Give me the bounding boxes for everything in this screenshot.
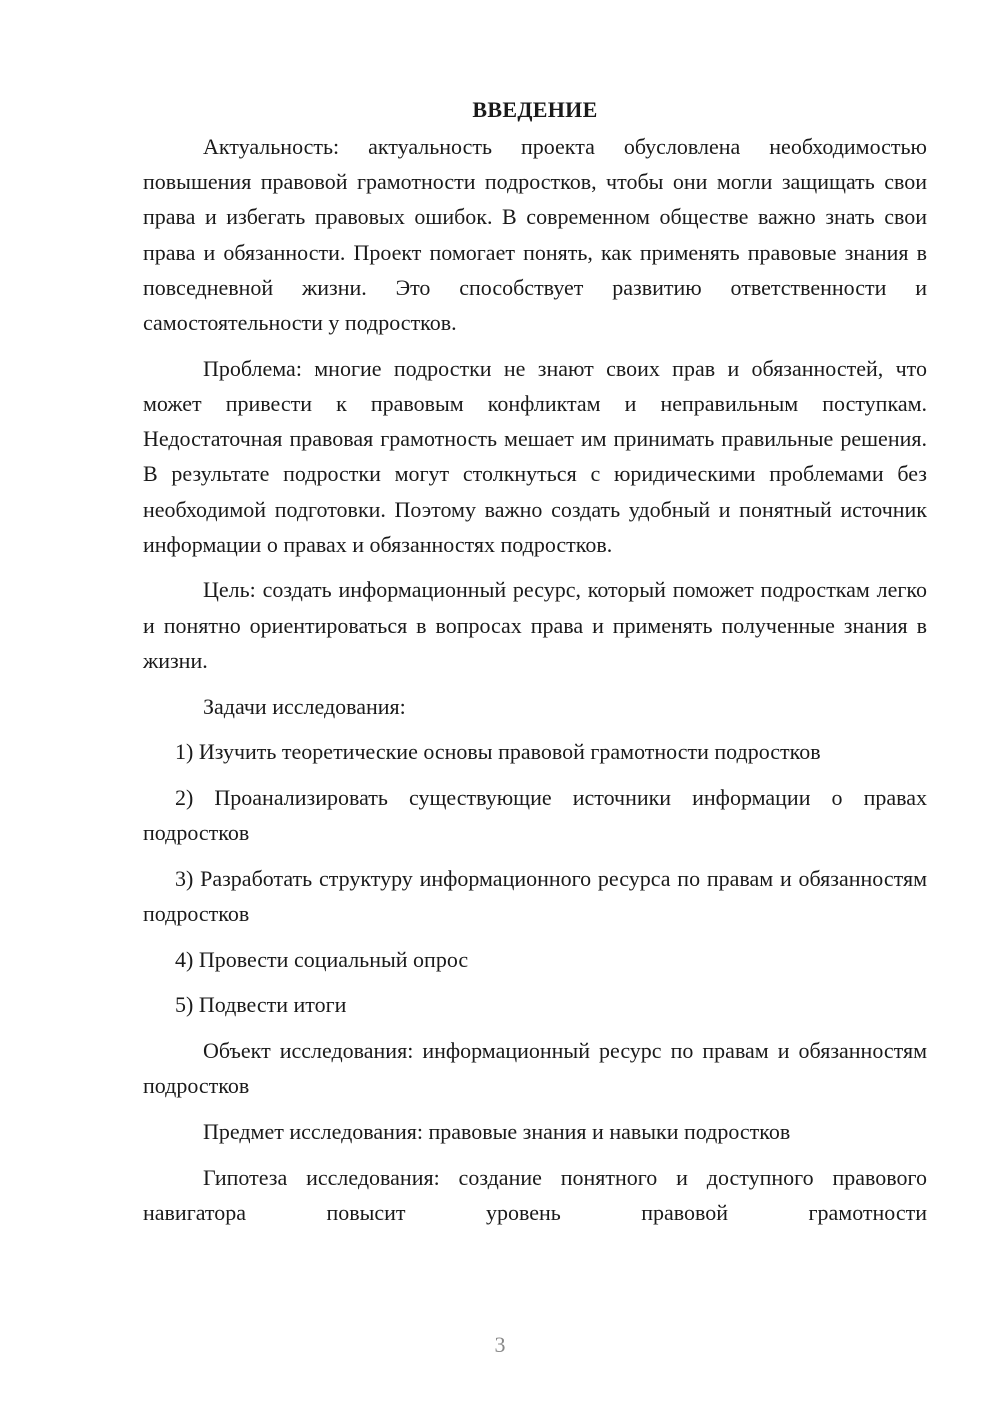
- task-item-1: 1) Изучить теоретические основы правовой грамотности подростков: [175, 739, 821, 765]
- task-item-3: 3) Разработать структуру информационного ресурса по правам и обязанностям подростков: [143, 865, 927, 927]
- section-heading: ВВЕДЕНИЕ: [472, 97, 598, 122]
- task-item-2: 2) Проанализировать существующие источники информации о правах подростков: [143, 784, 927, 846]
- relevance-paragraph: Актуальность: актуальность проекта обусловлена необходимостью повышения правовой грамотности подростков, чтобы они могли защищать свои права и избегать правовых ошибок. В современном обществе важно знать свои права и обязанности. Проект помогает понять, как применять правовые знания в повседневной жизни. Это способствует развитию ответственности и самостоятельности у подростков.: [143, 134, 927, 336]
- object-paragraph: Объект исследования: информационный ресурс по правам и обязанностям подростков: [143, 1038, 927, 1099]
- task-item-5: 5) Подвести итоги: [175, 992, 347, 1018]
- document-page: [143, 92, 927, 1241]
- hypothesis-paragraph: Гипотеза исследования: создание понятного и доступного правового навигатора повысит уровень правовой грамотности: [143, 1164, 927, 1225]
- goal-paragraph: Цель: создать информационный ресурс, который поможет подросткам легко и понятно ориентироваться в вопросах права и применять полученные знания в жизни.: [143, 577, 927, 673]
- page-number: 3: [494, 1332, 506, 1357]
- task-item-4: 4) Провести социальный опрос: [175, 946, 469, 972]
- subject-paragraph: Предмет исследования: правовые знания и навыки подростков: [203, 1119, 791, 1145]
- tasks-title: Задачи исследования:: [203, 693, 406, 719]
- problem-paragraph: Проблема: многие подростки не знают своих прав и обязанностей, что может привести к правовым конфликтам и неправильным поступкам. Недостаточная правовая грамотность мешает им принимать правильные решения. В результате подростки могут столкнуться с юридическими проблемами без необходимой подготовки. Поэтому важно создать удобный и понятный источник информации о правах и обязанностях подростков.: [143, 355, 927, 557]
